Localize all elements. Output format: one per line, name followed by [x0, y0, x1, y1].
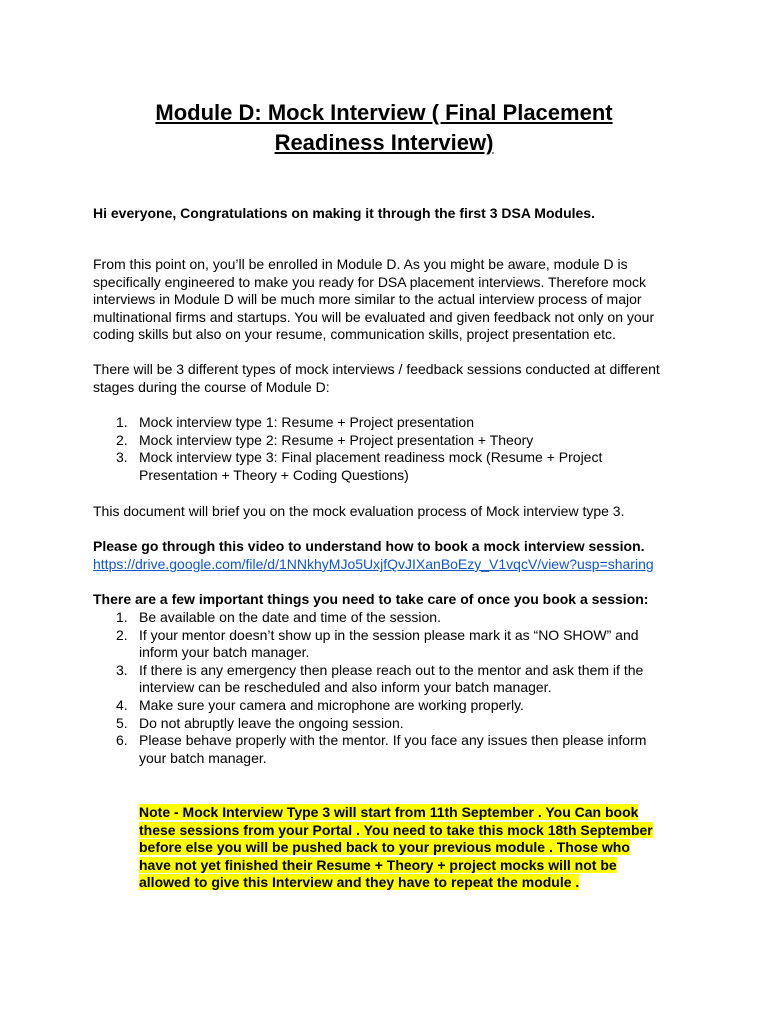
- video-link[interactable]: https://drive.google.com/file/d/1NNkhyMJo5UxjfQvJIXanBoEzy_V1vqcV/view?usp=sharing: [93, 556, 654, 572]
- intro-line: specifically engineered to make you ready for DSA placement interviews. Therefore mock: [93, 273, 647, 290]
- note-line: allowed to give this Interview and they have to repeat the module .: [139, 874, 580, 891]
- list-item-text: If there is any emergency then please reach out to the mentor and ask them if the: [139, 661, 644, 678]
- intro-line: From this point on, you’ll be enrolled in Module D. As you might be aware, module D is: [93, 256, 628, 272]
- list-number: 1.: [116, 414, 128, 430]
- video-instruction: Please go through this video to understand how to book a mock interview session.: [93, 538, 645, 554]
- list-item-text: If your mentor doesn’t show up in the session please mark it as “NO SHOW” and: [139, 626, 639, 643]
- list-number: 5.: [116, 714, 128, 731]
- list-item-text: inform your batch manager.: [139, 644, 310, 661]
- intro-line: interviews in Module D will be much more similar to the actual interview process of major: [93, 291, 642, 308]
- list-item-text: Do not abruptly leave the ongoing session.: [139, 714, 404, 731]
- list-item-text: Presentation + Theory + Coding Questions): [139, 466, 409, 483]
- list-number: 3.: [116, 449, 128, 466]
- list-item: [93, 609, 673, 627]
- important-heading: There are a few important things you need to take care of once you book a session:: [93, 591, 649, 607]
- list-item: [93, 449, 673, 484]
- list-number: 3.: [116, 661, 128, 678]
- list-item: [93, 732, 673, 767]
- highlighted-note: [139, 804, 679, 892]
- list-number: 4.: [116, 696, 128, 713]
- interview-types-list: [93, 414, 673, 484]
- list-item: [93, 697, 673, 715]
- note-line: have not yet finished their Resume + Theory + project mocks will not be: [139, 856, 617, 873]
- list-item: [93, 627, 673, 662]
- list-item-text: Mock interview type 1: Resume + Project presentation: [139, 414, 474, 430]
- list-item-text: Please behave properly with the mentor. If you face any issues then please inform: [139, 732, 647, 749]
- note-line: these sessions from your Portal . You need to take this mock 18th September: [139, 821, 653, 838]
- list-number: 2.: [116, 626, 128, 643]
- document-title: [60, 98, 708, 158]
- important-list: [93, 609, 673, 767]
- video-link-row: [93, 556, 673, 574]
- list-number: 2.: [116, 431, 128, 448]
- brief-text: This document will brief you on the mock evaluation process of Mock interview type 3.: [93, 503, 625, 519]
- list-item: [93, 432, 673, 450]
- greeting: Hi everyone, Congratulations on making it through the first 3 DSA Modules.: [93, 205, 595, 221]
- intro-line: coding skills but also on your resume, communication skills, project presentation etc.: [93, 326, 616, 343]
- list-item-text: your batch manager.: [139, 749, 267, 766]
- list-item-text: interview can be rescheduled and also inform your batch manager.: [139, 679, 552, 696]
- list-item: [93, 715, 673, 733]
- title-line-2: Readiness Interview): [274, 130, 494, 155]
- intro-paragraph: [93, 256, 693, 344]
- types-intro-line: stages during the course of Module D:: [93, 378, 330, 395]
- list-item-text: Mock interview type 2: Resume + Project presentation + Theory: [139, 431, 534, 448]
- list-item: [93, 414, 673, 432]
- types-intro-paragraph: [93, 361, 693, 396]
- types-intro-line: There will be 3 different types of mock interviews / feedback sessions conducted at different: [93, 361, 660, 377]
- list-number: 1.: [116, 609, 128, 625]
- list-item-text: Mock interview type 3: Final placement readiness mock (Resume + Project: [139, 449, 603, 466]
- list-item: [93, 662, 673, 697]
- title-line-1: Module D: Mock Interview ( Final Placement: [155, 100, 613, 125]
- intro-line: multinational firms and startups. You will be evaluated and given feedback not only on your: [93, 308, 655, 325]
- list-item-text: Make sure your camera and microphone are working properly.: [139, 696, 524, 713]
- note-line: Note - Mock Interview Type 3 will start from 11th September . You Can book: [139, 804, 639, 820]
- note-line: before else you will be pushed back to your previous module . Those who: [139, 839, 630, 856]
- list-item-text: Be available on the date and time of the session.: [139, 609, 441, 625]
- list-number: 6.: [116, 732, 128, 749]
